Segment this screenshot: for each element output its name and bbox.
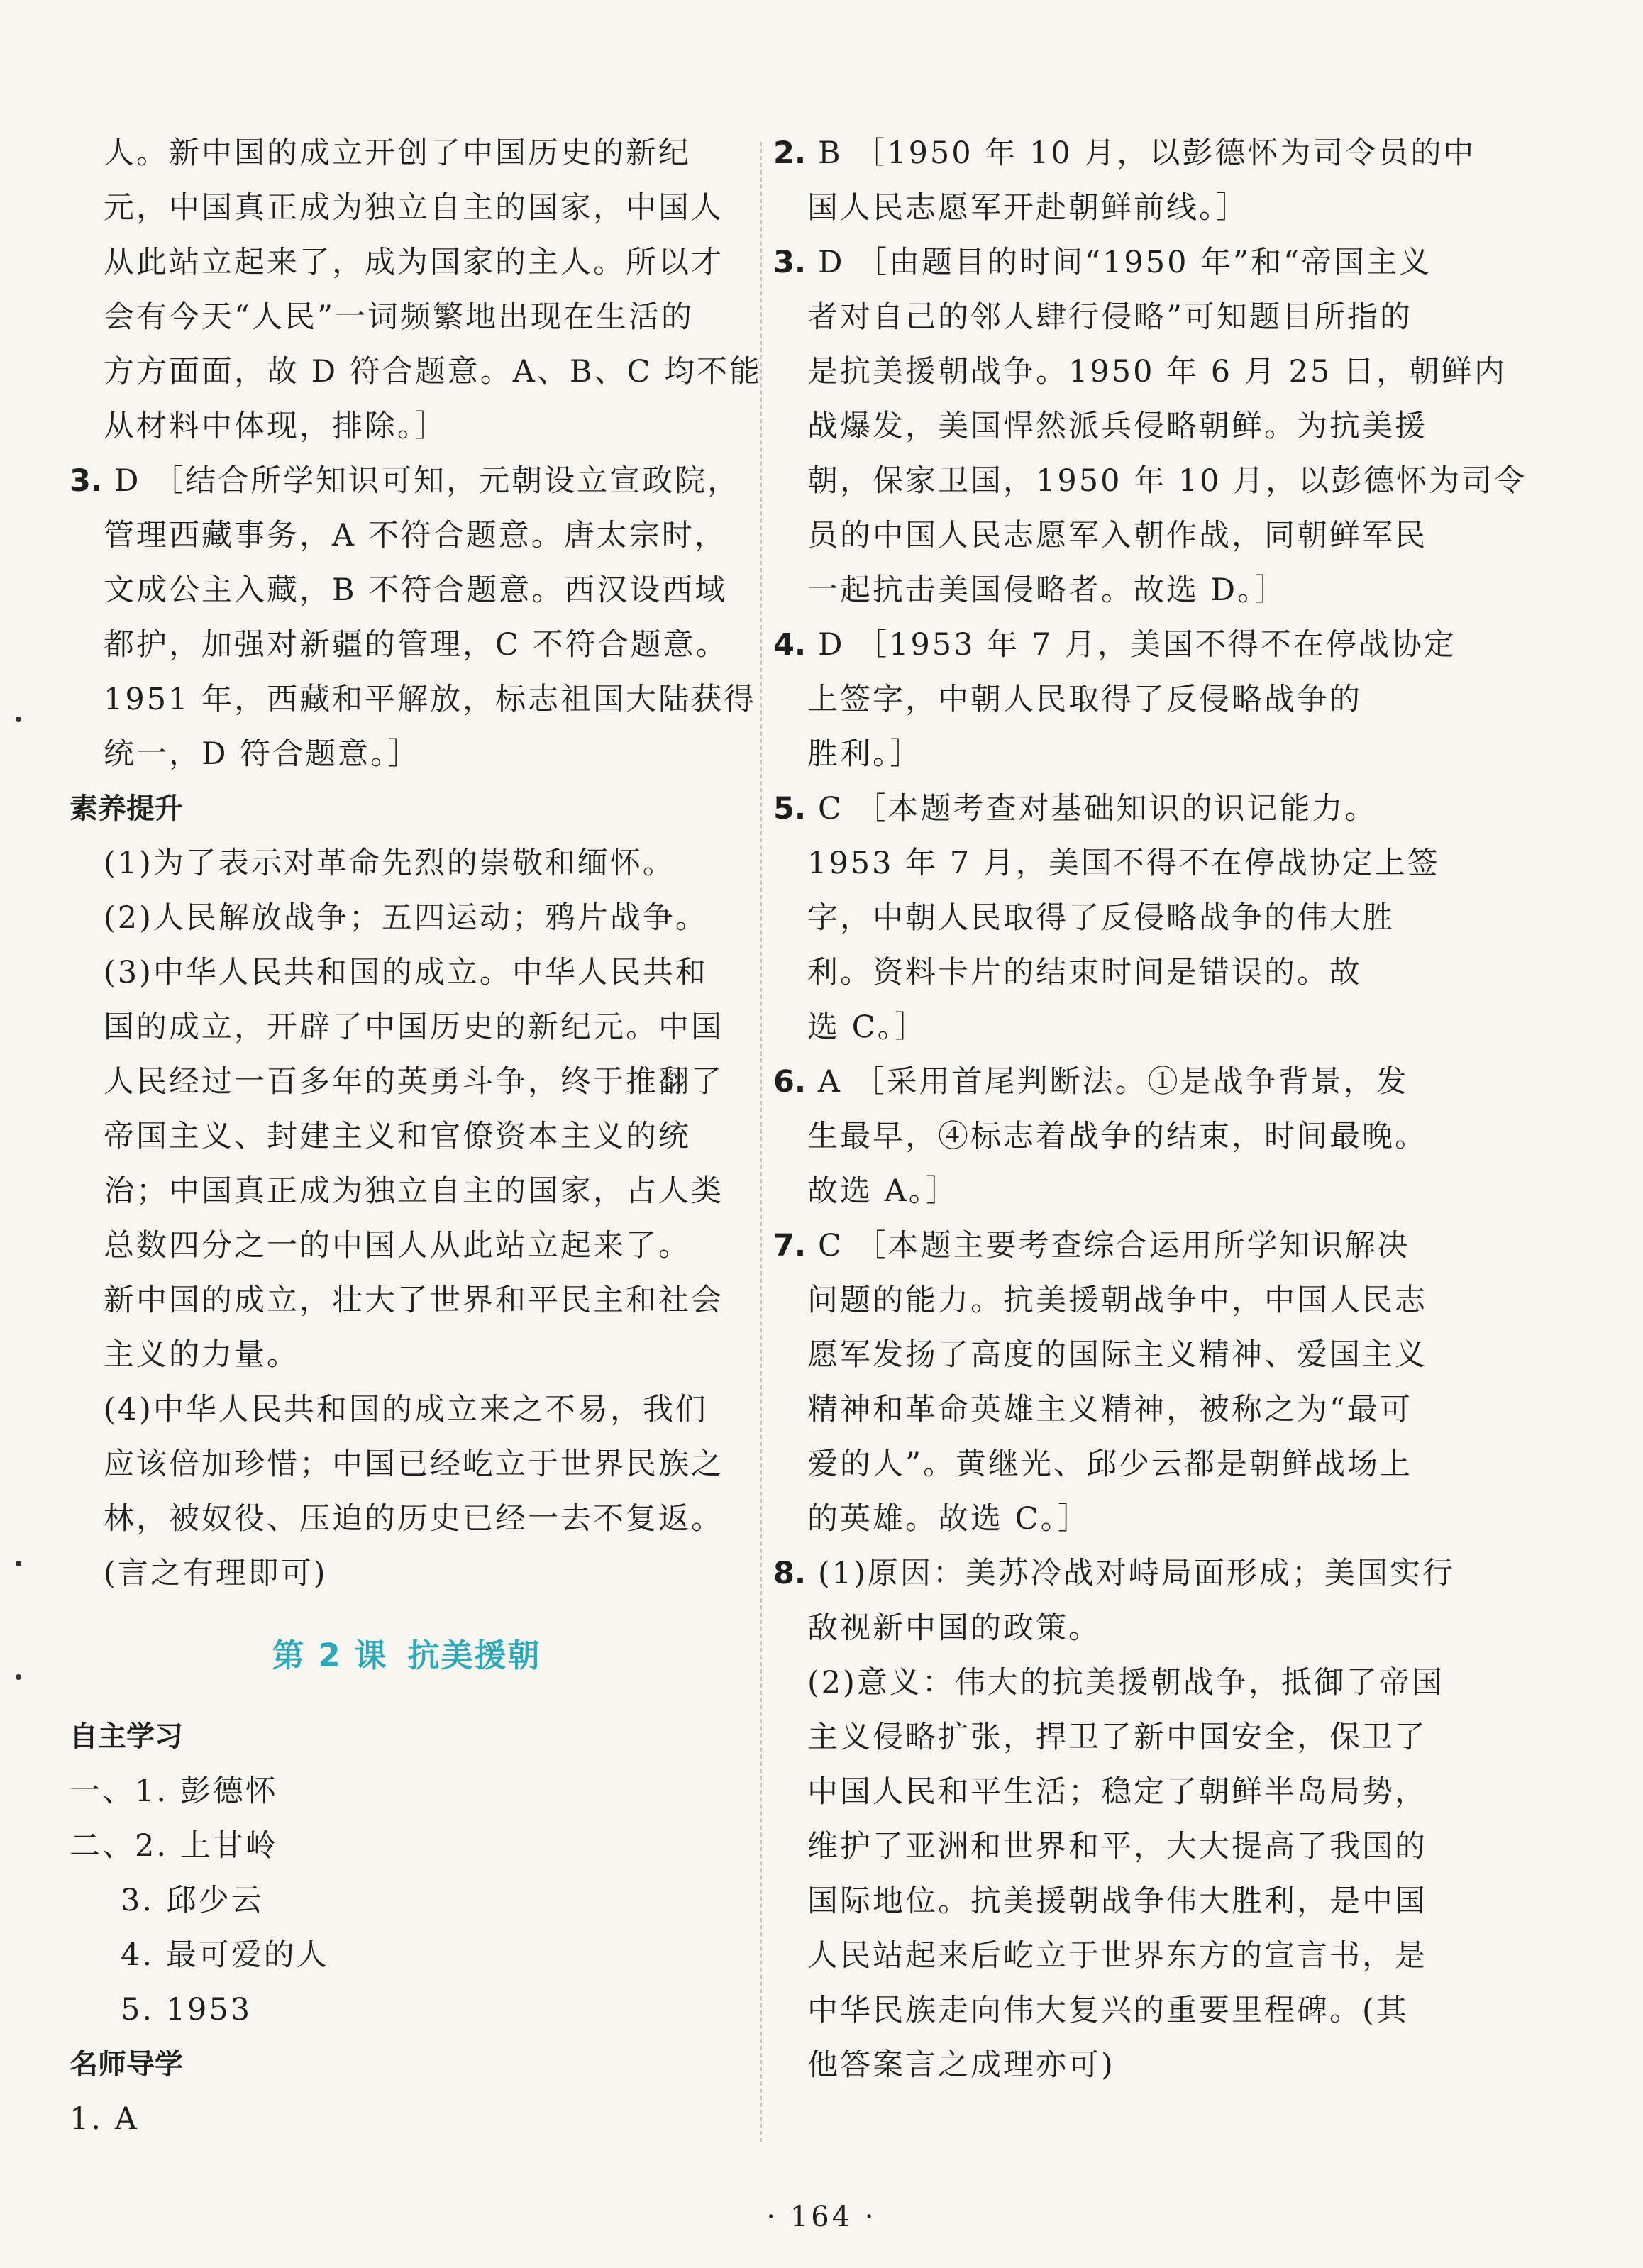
answer-line: 总数四分之一的中国人从此站立起来了。: [104, 1228, 691, 1263]
answer-line: 敌视新中国的政策。: [807, 1610, 1101, 1646]
answer-line: 愿军发扬了高度的国际主义精神、爱国主义: [807, 1337, 1427, 1373]
answer-line: 一起抗击美国侵略者。故选 D。］: [807, 572, 1288, 608]
lesson-number: 第 2 课: [272, 1637, 388, 1674]
answer-line: 国的成立，开辟了中国历史的新纪元。中国: [104, 1009, 724, 1045]
answer-line: (言之有理即可): [104, 1556, 328, 1591]
answer-line: 故选 A。］: [807, 1173, 959, 1209]
answer-line: 朝，保家卫国，1950 年 10 月，以彭德怀为司令: [807, 463, 1527, 499]
answer-line: 生最早，④标志着战争的结束，时间最晚。: [807, 1119, 1427, 1154]
answer-line: 新中国的成立，壮大了世界和平民主和社会: [104, 1283, 724, 1318]
continued-line: 从此站立起来了，成为国家的主人。所以才: [104, 245, 724, 280]
answer-line: 维护了亚洲和世界和平，大大提高了我国的: [807, 1829, 1427, 1864]
answer-line: (2)人民解放战争；五四运动；鸦片战争。: [104, 900, 708, 936]
continued-line: 方方面面，故 D 符合题意。A、B、C 均不能: [104, 354, 763, 389]
answer-line: (3)中华人民共和国的成立。中华人民共和: [104, 955, 708, 990]
answer-line: 8. (1)原因：美苏冷战对峙局面形成；美国实行: [773, 1556, 1455, 1591]
answer-line: (1)为了表示对革命先烈的崇敬和缅怀。: [104, 846, 675, 881]
answer-line: 1951 年，西藏和平解放，标志祖国大陆获得: [104, 682, 757, 717]
continued-line: 从材料中体现，排除。］: [104, 409, 448, 444]
answer-line: 人民经过一百多年的英勇斗争，终于推翻了: [104, 1064, 724, 1100]
question-number: 3.: [773, 245, 807, 280]
question-number: 8.: [773, 1556, 807, 1591]
answer-line: 精神和革命英雄主义精神，被称之为“最可: [807, 1392, 1412, 1427]
answer-line: 字，中朝人民取得了反侵略战争的伟大胜: [807, 900, 1395, 936]
question-number: 3.: [70, 463, 103, 499]
answer-line: 3. D ［由题目的时间“1950 年”和“帝国主义: [773, 245, 1432, 280]
answer-line: 治；中国真正成为独立自主的国家，占人类: [104, 1173, 724, 1209]
answer-line: 林，被奴役、压迫的历史已经一去不复返。: [104, 1501, 724, 1537]
answer-line: 都护，加强对新疆的管理，C 不符合题意。: [104, 627, 729, 663]
continued-line: 会有今天“人民”一词频繁地出现在生活的: [104, 299, 694, 335]
answer-line: 应该倍加珍惜；中国已经屹立于世界民族之: [104, 1446, 724, 1482]
question-number: 7.: [773, 1228, 807, 1263]
answer-line: 主义的力量。: [104, 1337, 299, 1373]
answer-line: 战爆发，美国悍然派兵侵略朝鲜。为抗美援: [807, 409, 1427, 444]
page-number: · 164 ·: [766, 2201, 877, 2233]
left-column: [70, 126, 763, 2147]
answer-line: 5. C ［本题考查对基础知识的识记能力。: [773, 791, 1378, 826]
answer-line: 国人民志愿军开赴朝鲜前线。］: [807, 190, 1249, 226]
answer-line: 主义侵略扩张，捍卫了新中国安全，保卫了: [807, 1720, 1427, 1755]
answer-line: 统一，D 符合题意。］: [104, 736, 421, 772]
section-heading: 名师导学: [70, 2048, 183, 2081]
question-number: 5.: [773, 791, 807, 826]
lesson-title: [70, 1628, 743, 1683]
margin-dot: [16, 1674, 21, 1680]
lesson-name: 抗美援朝: [407, 1637, 541, 1674]
answer-line: 者对自己的邻人肆行侵略”可知题目所指的: [807, 299, 1412, 335]
answer-line: 他答案言之成理亦可): [807, 2047, 1115, 2083]
answer-line: 一、1. 彭德怀: [70, 1774, 278, 1809]
question-number: 6.: [773, 1064, 807, 1100]
answer-line: 中国人民和平生活；稳定了朝鲜半岛局势，: [807, 1774, 1427, 1810]
right-column: [773, 126, 1527, 2093]
answer-line: 4. 最可爱的人: [121, 1937, 329, 1973]
continued-line: 元，中国真正成为独立自主的国家，中国人: [104, 190, 724, 226]
answer-line: 1. A: [70, 2101, 139, 2137]
answer-line: 4. D ［1953 年 7 月，美国不得不在停战协定: [773, 627, 1456, 663]
answer-line: 5. 1953: [121, 1992, 253, 2028]
answer-line: 人民站起来后屹立于世界东方的宣言书，是: [807, 1938, 1427, 1974]
answer-line: 国际地位。抗美援朝战争伟大胜利，是中国: [807, 1883, 1427, 1919]
section-heading: 自主学习: [70, 1720, 183, 1753]
answer-line: 管理西藏事务，A 不符合题意。唐太宗时，: [104, 518, 727, 553]
answer-line: 帝国主义、封建主义和官僚资本主义的统: [104, 1119, 691, 1154]
answer-line: 是抗美援朝战争。1950 年 6 月 25 日，朝鲜内: [807, 354, 1507, 389]
answer-line: 利。资料卡片的结束时间是错误的。故: [807, 955, 1362, 990]
margin-dot: [16, 717, 21, 722]
answer-line: 上签字，中朝人民取得了反侵略战争的: [807, 682, 1362, 717]
continued-line: 人。新中国的成立开创了中国历史的新纪: [104, 135, 691, 171]
answer-line: 二、2. 上甘岭: [70, 1828, 278, 1864]
question-number: 2.: [773, 135, 807, 171]
answer-line: 爱的人”。黄继光、邱少云都是朝鲜战场上: [807, 1446, 1412, 1482]
answer-line: 2. B ［1950 年 10 月，以彭德怀为司令员的中: [773, 135, 1476, 171]
section-heading: 素养提升: [70, 792, 183, 825]
question-number: 4.: [773, 627, 807, 663]
answer-line: 7. C ［本题主要考查综合运用所学知识解决: [773, 1228, 1410, 1263]
answer-line: 胜利。］: [807, 736, 923, 772]
answer-line: 的英雄。故选 C。］: [807, 1501, 1091, 1537]
answer-line: 问题的能力。抗美援朝战争中，中国人民志: [807, 1283, 1427, 1318]
answer-line: 员的中国人民志愿军入朝作战，同朝鲜军民: [807, 518, 1427, 553]
answer-line: 选 C。］: [807, 1009, 928, 1045]
answer-line: 3. 邱少云: [121, 1883, 264, 1918]
answer-line: (2)意义：伟大的抗美援朝战争，抵御了帝国: [807, 1665, 1444, 1700]
answer-line: 1953 年 7 月，美国不得不在停战协定上签: [807, 846, 1440, 881]
column-divider: [760, 142, 763, 2142]
answer-line: 3. D ［结合所学知识可知，元朝设立宣政院，: [70, 463, 741, 499]
answer-line: 文成公主入藏，B 不符合题意。西汉设西域: [104, 572, 728, 608]
answer-line: 6. A ［采用首尾判断法。①是战争背景，发: [773, 1064, 1409, 1100]
margin-dot: [16, 1561, 21, 1566]
answer-line: 中华民族走向伟大复兴的重要里程碑。(其: [807, 1993, 1409, 2028]
answer-line: (4)中华人民共和国的成立来之不易，我们: [104, 1392, 708, 1427]
